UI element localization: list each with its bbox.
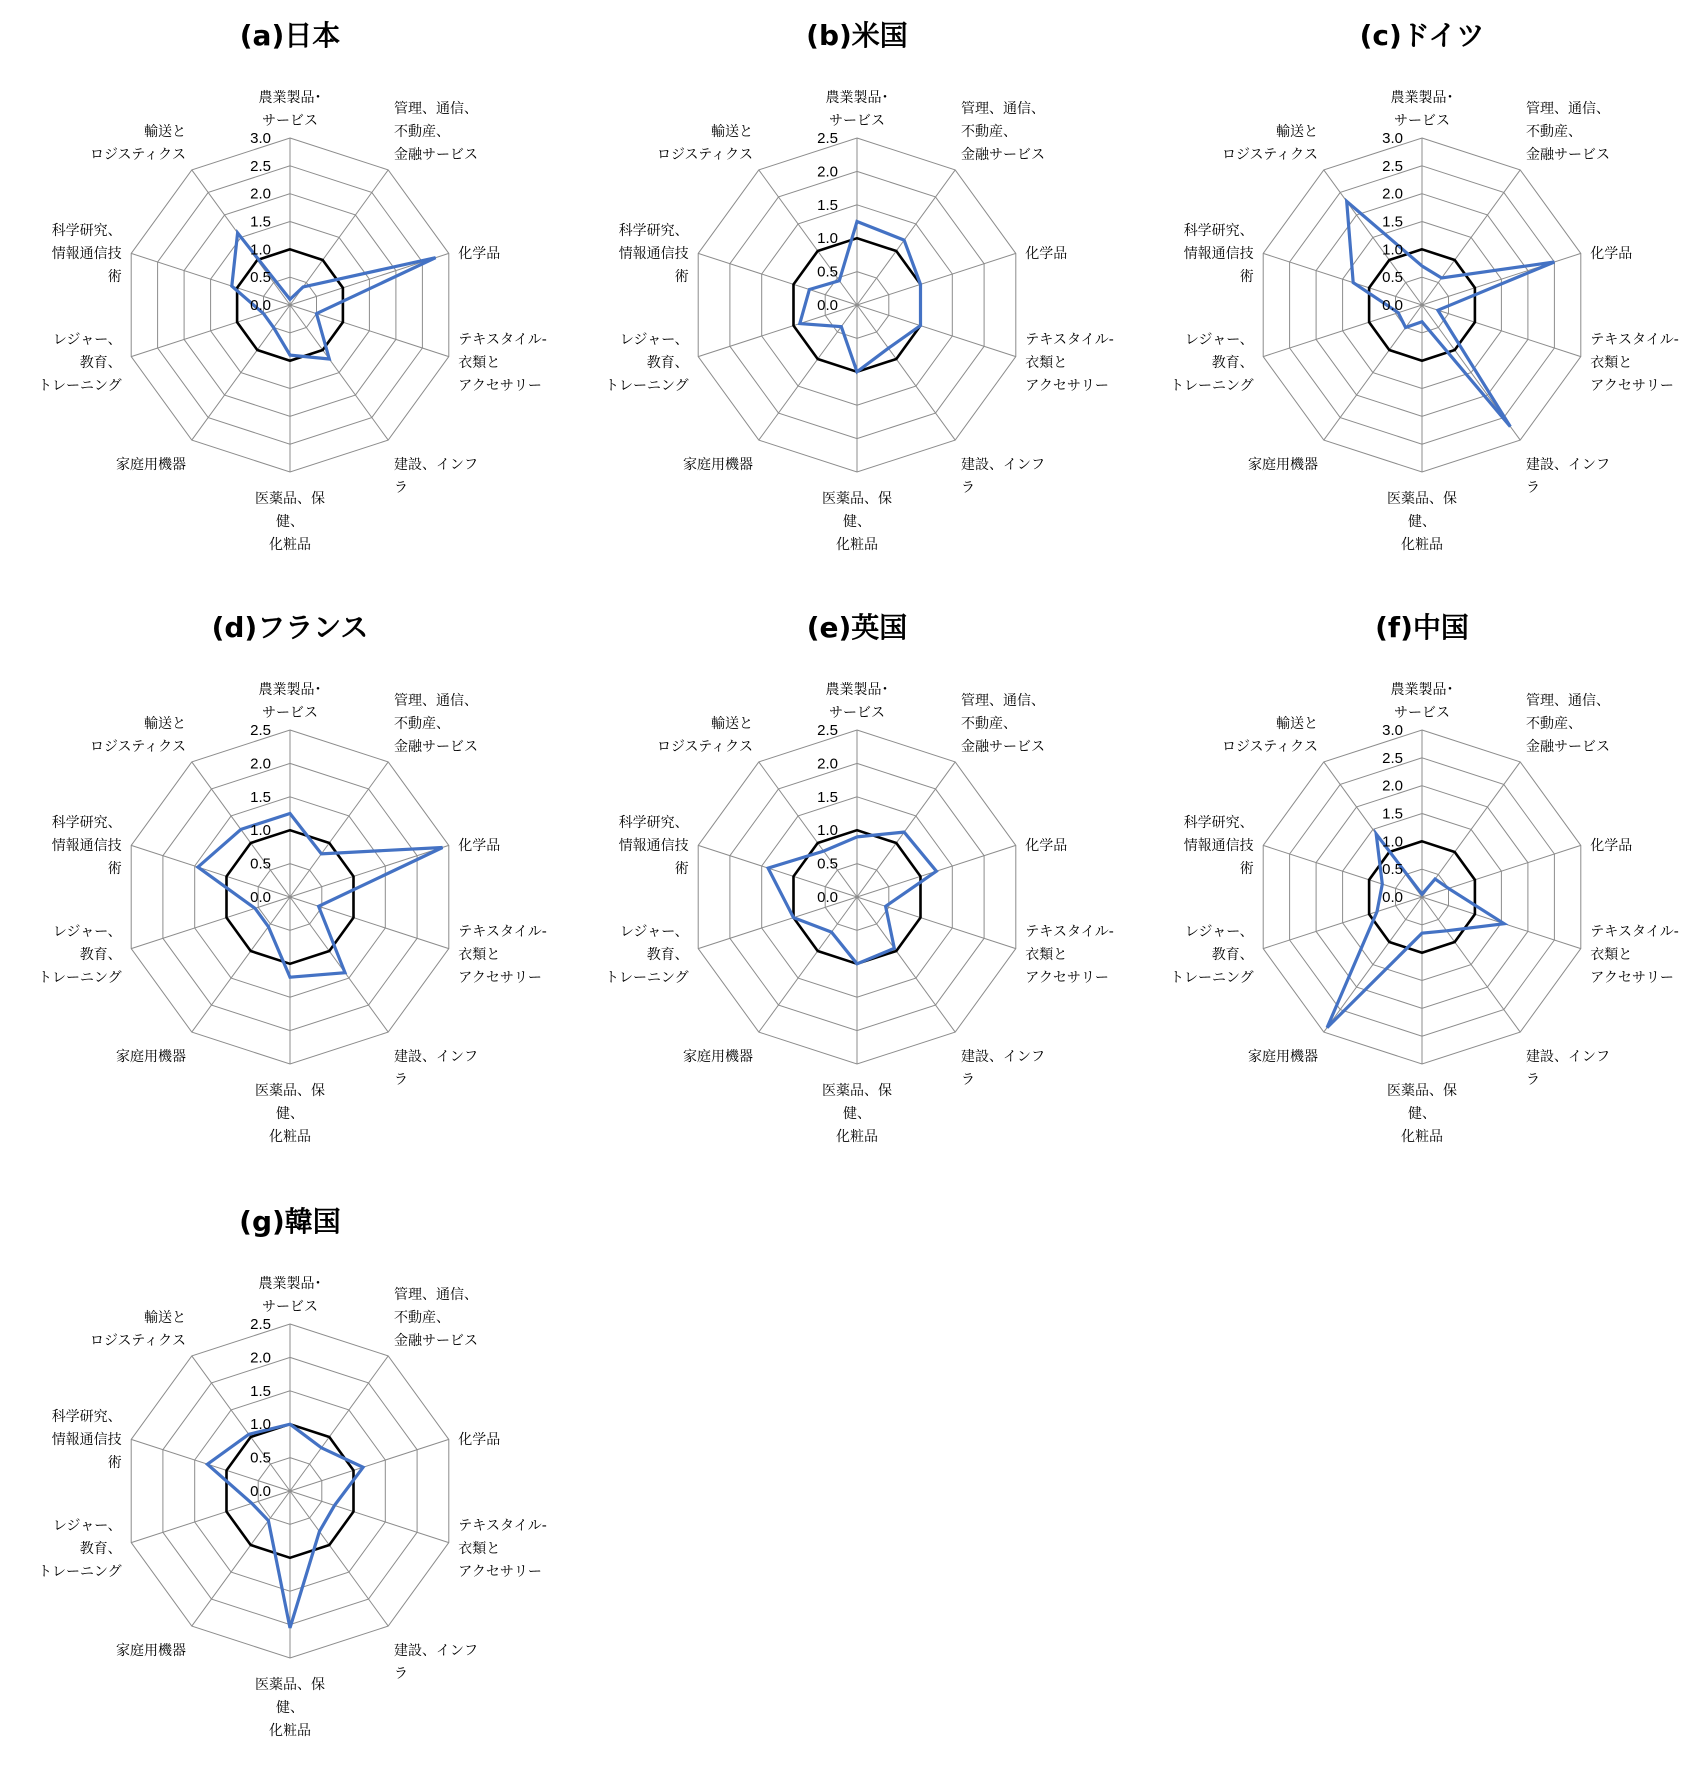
axis-spoke <box>290 762 388 897</box>
category-label: 健、 <box>843 1106 871 1122</box>
category-label: 化学品 <box>1025 245 1068 262</box>
tick-label: 3.0 <box>1382 130 1403 147</box>
axis-spoke <box>290 897 388 1032</box>
category-label: 建設、インフ <box>394 1643 478 1660</box>
category-label: ラ <box>394 1666 408 1683</box>
chart-title: (c)ドイツ <box>1359 19 1485 52</box>
category-label: 情報通信技 <box>1183 837 1254 854</box>
category-label: レジャー、 <box>619 332 689 349</box>
category-label: 金融サービス <box>961 738 1045 755</box>
tick-label: 2.0 <box>250 185 271 203</box>
category-label: ロジスティクス <box>1221 738 1318 755</box>
category-label: テキスタイル- <box>1025 924 1114 941</box>
category-label: アクセサリー <box>1025 378 1109 395</box>
axis-spoke <box>857 253 1016 305</box>
category-label: テキスタイル- <box>458 924 547 941</box>
category-label: 医薬品、保 <box>255 491 325 507</box>
tick-label: 0.0 <box>1382 889 1403 906</box>
category-label: ロジスティクス <box>1221 146 1318 163</box>
category-label: 農業製品･ <box>825 90 889 106</box>
category-label: サービス <box>262 1299 318 1315</box>
axis-spoke <box>857 897 955 1032</box>
chart-title: (b)米国 <box>806 19 908 52</box>
category-label: 術 <box>674 268 689 285</box>
axis-spoke <box>857 762 955 897</box>
category-label: 情報通信技 <box>1183 245 1254 262</box>
category-label: 輸送と <box>1276 123 1318 140</box>
tick-label: 2.0 <box>817 163 838 181</box>
category-label: 教育、 <box>79 947 122 964</box>
tick-label: 3.0 <box>250 130 271 147</box>
category-label: 化学品 <box>458 245 501 262</box>
category-label: サービス <box>262 705 318 721</box>
category-label: 管理、通信、 <box>961 100 1045 117</box>
category-label: レジャー、 <box>52 1518 122 1535</box>
category-label: 化学品 <box>1025 837 1068 854</box>
category-label: 教育、 <box>1211 947 1254 964</box>
category-label: 科学研究、 <box>1183 814 1254 831</box>
category-label: 金融サービス <box>1526 146 1610 163</box>
tick-label: 0.0 <box>1382 297 1403 314</box>
category-label: 農業製品･ <box>258 90 322 106</box>
category-label: 科学研究、 <box>618 222 689 239</box>
tick-label: 0.0 <box>250 889 271 906</box>
category-label: 教育、 <box>79 1541 122 1558</box>
radar-chart-5 <box>1170 611 1679 1145</box>
category-label: アクセサリー <box>458 1564 542 1581</box>
category-label: 農業製品･ <box>1390 90 1454 106</box>
category-label: サービス <box>1394 113 1450 129</box>
axis-spoke <box>857 305 955 440</box>
tick-label: 1.5 <box>817 196 838 214</box>
tick-label: 0.5 <box>817 263 838 281</box>
category-label: 教育、 <box>646 947 689 964</box>
category-label: 情報通信技 <box>618 245 689 262</box>
chart-title: (f)中国 <box>1375 611 1469 644</box>
radar-chart-0 <box>38 19 547 553</box>
category-label: 不動産、 <box>961 123 1017 140</box>
category-label: 管理、通信、 <box>1526 100 1610 117</box>
category-label: 建設、インフ <box>961 457 1045 474</box>
tick-label: 1.0 <box>1382 833 1403 851</box>
category-label: トレーニング <box>37 1564 122 1581</box>
category-label: アクセサリー <box>458 378 542 395</box>
category-label: 衣類と <box>1590 355 1633 372</box>
tick-label: 1.5 <box>250 213 271 231</box>
category-label: レジャー、 <box>619 924 689 941</box>
category-label: 不動産、 <box>394 1309 450 1326</box>
tick-label: 1.5 <box>1382 213 1403 231</box>
category-label: 情報通信技 <box>51 837 122 854</box>
category-label: 家庭用機器 <box>116 1643 186 1660</box>
series-line <box>1327 834 1504 1028</box>
tick-label: 1.5 <box>817 788 838 806</box>
tick-label: 0.0 <box>250 297 271 314</box>
category-label: 情報通信技 <box>51 1431 122 1448</box>
chart-title: (a)日本 <box>239 19 341 52</box>
category-label: 健、 <box>1408 1106 1436 1122</box>
category-label: 輸送と <box>144 123 186 140</box>
category-label: 化粧品 <box>836 537 878 553</box>
axis-spoke <box>192 1356 290 1491</box>
tick-label: 1.0 <box>250 822 271 840</box>
axis-spoke <box>759 897 857 1032</box>
category-label: 健、 <box>1408 514 1436 530</box>
radar-chart-2 <box>1170 19 1679 553</box>
category-label: 化学品 <box>458 1431 501 1448</box>
tick-label: 0.5 <box>817 855 838 873</box>
category-label: 医薬品、保 <box>1387 491 1457 507</box>
category-label: トレーニング <box>604 970 689 987</box>
category-label: 金融サービス <box>394 1332 478 1349</box>
category-label: 衣類と <box>1590 947 1633 964</box>
category-label: 不動産、 <box>1526 123 1582 140</box>
category-label: 管理、通信、 <box>961 692 1045 709</box>
category-label: レジャー、 <box>52 924 122 941</box>
category-label: 金融サービス <box>961 146 1045 163</box>
category-label: 医薬品、保 <box>822 1083 892 1099</box>
category-label: 建設、インフ <box>1526 457 1610 474</box>
category-label: 科学研究、 <box>51 1408 122 1425</box>
category-label: ロジスティクス <box>89 738 186 755</box>
axis-spoke <box>857 897 1016 949</box>
tick-label: 0.5 <box>250 1449 271 1467</box>
radar-chart-6 <box>38 1205 547 1739</box>
tick-label: 1.0 <box>1382 241 1403 259</box>
category-label: ロジスティクス <box>656 738 753 755</box>
tick-label: 3.0 <box>1382 722 1403 739</box>
category-label: 農業製品･ <box>825 682 889 698</box>
chart-title: (d)フランス <box>211 611 369 644</box>
tick-label: 2.5 <box>250 722 271 739</box>
category-label: テキスタイル- <box>1590 332 1679 349</box>
category-label: 建設、インフ <box>961 1049 1045 1066</box>
tick-label: 2.0 <box>817 755 838 773</box>
category-label: 情報通信技 <box>618 837 689 854</box>
category-label: レジャー、 <box>1184 924 1254 941</box>
radar-chart-4 <box>605 611 1114 1145</box>
category-label: 教育、 <box>79 355 122 372</box>
category-label: 家庭用機器 <box>1248 457 1318 474</box>
category-label: 教育、 <box>1211 355 1254 372</box>
category-label: 術 <box>107 1454 122 1471</box>
tick-label: 0.0 <box>817 889 838 906</box>
category-label: 輸送と <box>711 715 753 732</box>
category-label: 医薬品、保 <box>822 491 892 507</box>
axis-spoke <box>192 897 290 1032</box>
tick-label: 1.5 <box>250 1382 271 1400</box>
tick-label: 2.0 <box>1382 185 1403 203</box>
category-label: 化粧品 <box>269 537 311 553</box>
radar-chart-3 <box>38 611 547 1145</box>
category-label: ロジスティクス <box>89 146 186 163</box>
category-label: 不動産、 <box>961 715 1017 732</box>
tick-label: 1.0 <box>250 241 271 259</box>
category-label: 衣類と <box>458 947 501 964</box>
category-label: 術 <box>1239 268 1254 285</box>
category-label: 衣類と <box>1025 947 1068 964</box>
category-label: 化学品 <box>458 837 501 854</box>
radar-chart-1 <box>605 19 1114 553</box>
category-label: 健、 <box>276 1106 304 1122</box>
category-label: テキスタイル- <box>458 332 547 349</box>
axis-spoke <box>857 305 1016 357</box>
category-label: 家庭用機器 <box>1248 1049 1318 1066</box>
category-label: 化粧品 <box>1401 537 1443 553</box>
category-label: サービス <box>1394 705 1450 721</box>
category-label: 化粧品 <box>1401 1129 1443 1145</box>
chart-title: (e)英国 <box>806 611 908 644</box>
tick-label: 0.5 <box>250 269 271 287</box>
axis-spoke <box>290 845 449 897</box>
category-label: 化学品 <box>1590 837 1633 854</box>
category-label: 輸送と <box>711 123 753 140</box>
category-label: 術 <box>107 860 122 877</box>
category-label: テキスタイル- <box>458 1518 547 1535</box>
category-label: ロジスティクス <box>89 1332 186 1349</box>
chart-title: (g)韓国 <box>239 1205 341 1238</box>
category-label: 金融サービス <box>394 146 478 163</box>
category-label: ロジスティクス <box>656 146 753 163</box>
tick-label: 2.5 <box>250 157 271 175</box>
category-label: 金融サービス <box>1526 738 1610 755</box>
tick-label: 2.5 <box>817 722 838 739</box>
axis-spoke <box>290 1491 388 1626</box>
category-label: 輸送と <box>144 715 186 732</box>
tick-label: 2.5 <box>250 1316 271 1333</box>
category-label: 建設、インフ <box>1526 1049 1610 1066</box>
category-label: トレーニング <box>37 970 122 987</box>
category-label: 衣類と <box>458 355 501 372</box>
axis-spoke <box>290 1439 449 1491</box>
tick-label: 1.0 <box>817 230 838 248</box>
category-label: 医薬品、保 <box>255 1083 325 1099</box>
axis-spoke <box>857 170 955 305</box>
category-label: 家庭用機器 <box>683 457 753 474</box>
category-label: 管理、通信、 <box>394 692 478 709</box>
axis-spoke <box>290 1356 388 1491</box>
category-label: 管理、通信、 <box>1526 692 1610 709</box>
axis-spoke <box>290 897 449 949</box>
category-label: 不動産、 <box>1526 715 1582 732</box>
tick-label: 1.5 <box>250 788 271 806</box>
category-label: レジャー、 <box>52 332 122 349</box>
tick-label: 2.0 <box>1382 777 1403 795</box>
category-label: テキスタイル- <box>1025 332 1114 349</box>
tick-label: 1.5 <box>1382 805 1403 823</box>
category-label: 化学品 <box>1590 245 1633 262</box>
category-label: 科学研究、 <box>618 814 689 831</box>
category-label: サービス <box>262 113 318 129</box>
tick-label: 0.5 <box>1382 861 1403 879</box>
series-line <box>207 1424 363 1628</box>
tick-label: 1.0 <box>250 1416 271 1434</box>
category-label: 衣類と <box>458 1541 501 1558</box>
tick-label: 1.0 <box>817 822 838 840</box>
category-label: 健、 <box>276 1700 304 1716</box>
category-label: 不動産、 <box>394 123 450 140</box>
category-label: 不動産、 <box>394 715 450 732</box>
category-label: 建設、インフ <box>394 1049 478 1066</box>
category-label: ラ <box>394 480 408 497</box>
category-label: レジャー、 <box>1184 332 1254 349</box>
category-label: 情報通信技 <box>51 245 122 262</box>
axis-spoke <box>759 170 857 305</box>
category-label: 建設、インフ <box>394 457 478 474</box>
category-label: 農業製品･ <box>1390 682 1454 698</box>
category-label: アクセサリー <box>458 970 542 987</box>
category-label: 輸送と <box>144 1309 186 1326</box>
category-label: ラ <box>961 480 975 497</box>
category-label: ラ <box>394 1072 408 1089</box>
category-label: 術 <box>674 860 689 877</box>
category-label: 家庭用機器 <box>683 1049 753 1066</box>
category-label: 医薬品、保 <box>1387 1083 1457 1099</box>
category-label: 化粧品 <box>269 1723 311 1739</box>
category-label: 教育、 <box>646 355 689 372</box>
category-label: アクセサリー <box>1025 970 1109 987</box>
tick-label: 2.5 <box>817 130 838 147</box>
category-label: ラ <box>1526 480 1540 497</box>
category-label: 衣類と <box>1025 355 1068 372</box>
tick-label: 0.5 <box>250 855 271 873</box>
category-label: アクセサリー <box>1590 970 1674 987</box>
axis-spoke <box>290 1491 449 1543</box>
category-label: 金融サービス <box>394 738 478 755</box>
category-label: 化粧品 <box>836 1129 878 1145</box>
category-label: ラ <box>1526 1072 1540 1089</box>
category-label: サービス <box>829 705 885 721</box>
category-label: トレーニング <box>1169 970 1254 987</box>
category-label: 医薬品、保 <box>255 1677 325 1693</box>
tick-label: 0.0 <box>250 1483 271 1500</box>
category-label: 農業製品･ <box>258 1276 322 1292</box>
tick-label: 2.0 <box>250 1349 271 1367</box>
category-label: 家庭用機器 <box>116 1049 186 1066</box>
tick-label: 0.5 <box>1382 269 1403 287</box>
tick-label: 2.5 <box>1382 749 1403 767</box>
tick-label: 2.0 <box>250 755 271 773</box>
category-label: 科学研究、 <box>51 222 122 239</box>
tick-label: 2.5 <box>1382 157 1403 175</box>
category-label: 管理、通信、 <box>394 1286 478 1303</box>
category-label: 科学研究、 <box>51 814 122 831</box>
category-label: 輸送と <box>1276 715 1318 732</box>
category-label: 農業製品･ <box>258 682 322 698</box>
category-label: 管理、通信、 <box>394 100 478 117</box>
category-label: 家庭用機器 <box>116 457 186 474</box>
category-label: ラ <box>961 1072 975 1089</box>
category-label: アクセサリー <box>1590 378 1674 395</box>
category-label: 術 <box>107 268 122 285</box>
category-label: 科学研究、 <box>1183 222 1254 239</box>
category-label: テキスタイル- <box>1590 924 1679 941</box>
category-label: トレーニング <box>604 378 689 395</box>
tick-label: 0.0 <box>817 297 838 314</box>
category-label: サービス <box>829 113 885 129</box>
category-label: 健、 <box>276 514 304 530</box>
category-label: 健、 <box>843 514 871 530</box>
category-label: トレーニング <box>37 378 122 395</box>
category-label: 化粧品 <box>269 1129 311 1145</box>
category-label: 術 <box>1239 860 1254 877</box>
category-label: トレーニング <box>1169 378 1254 395</box>
